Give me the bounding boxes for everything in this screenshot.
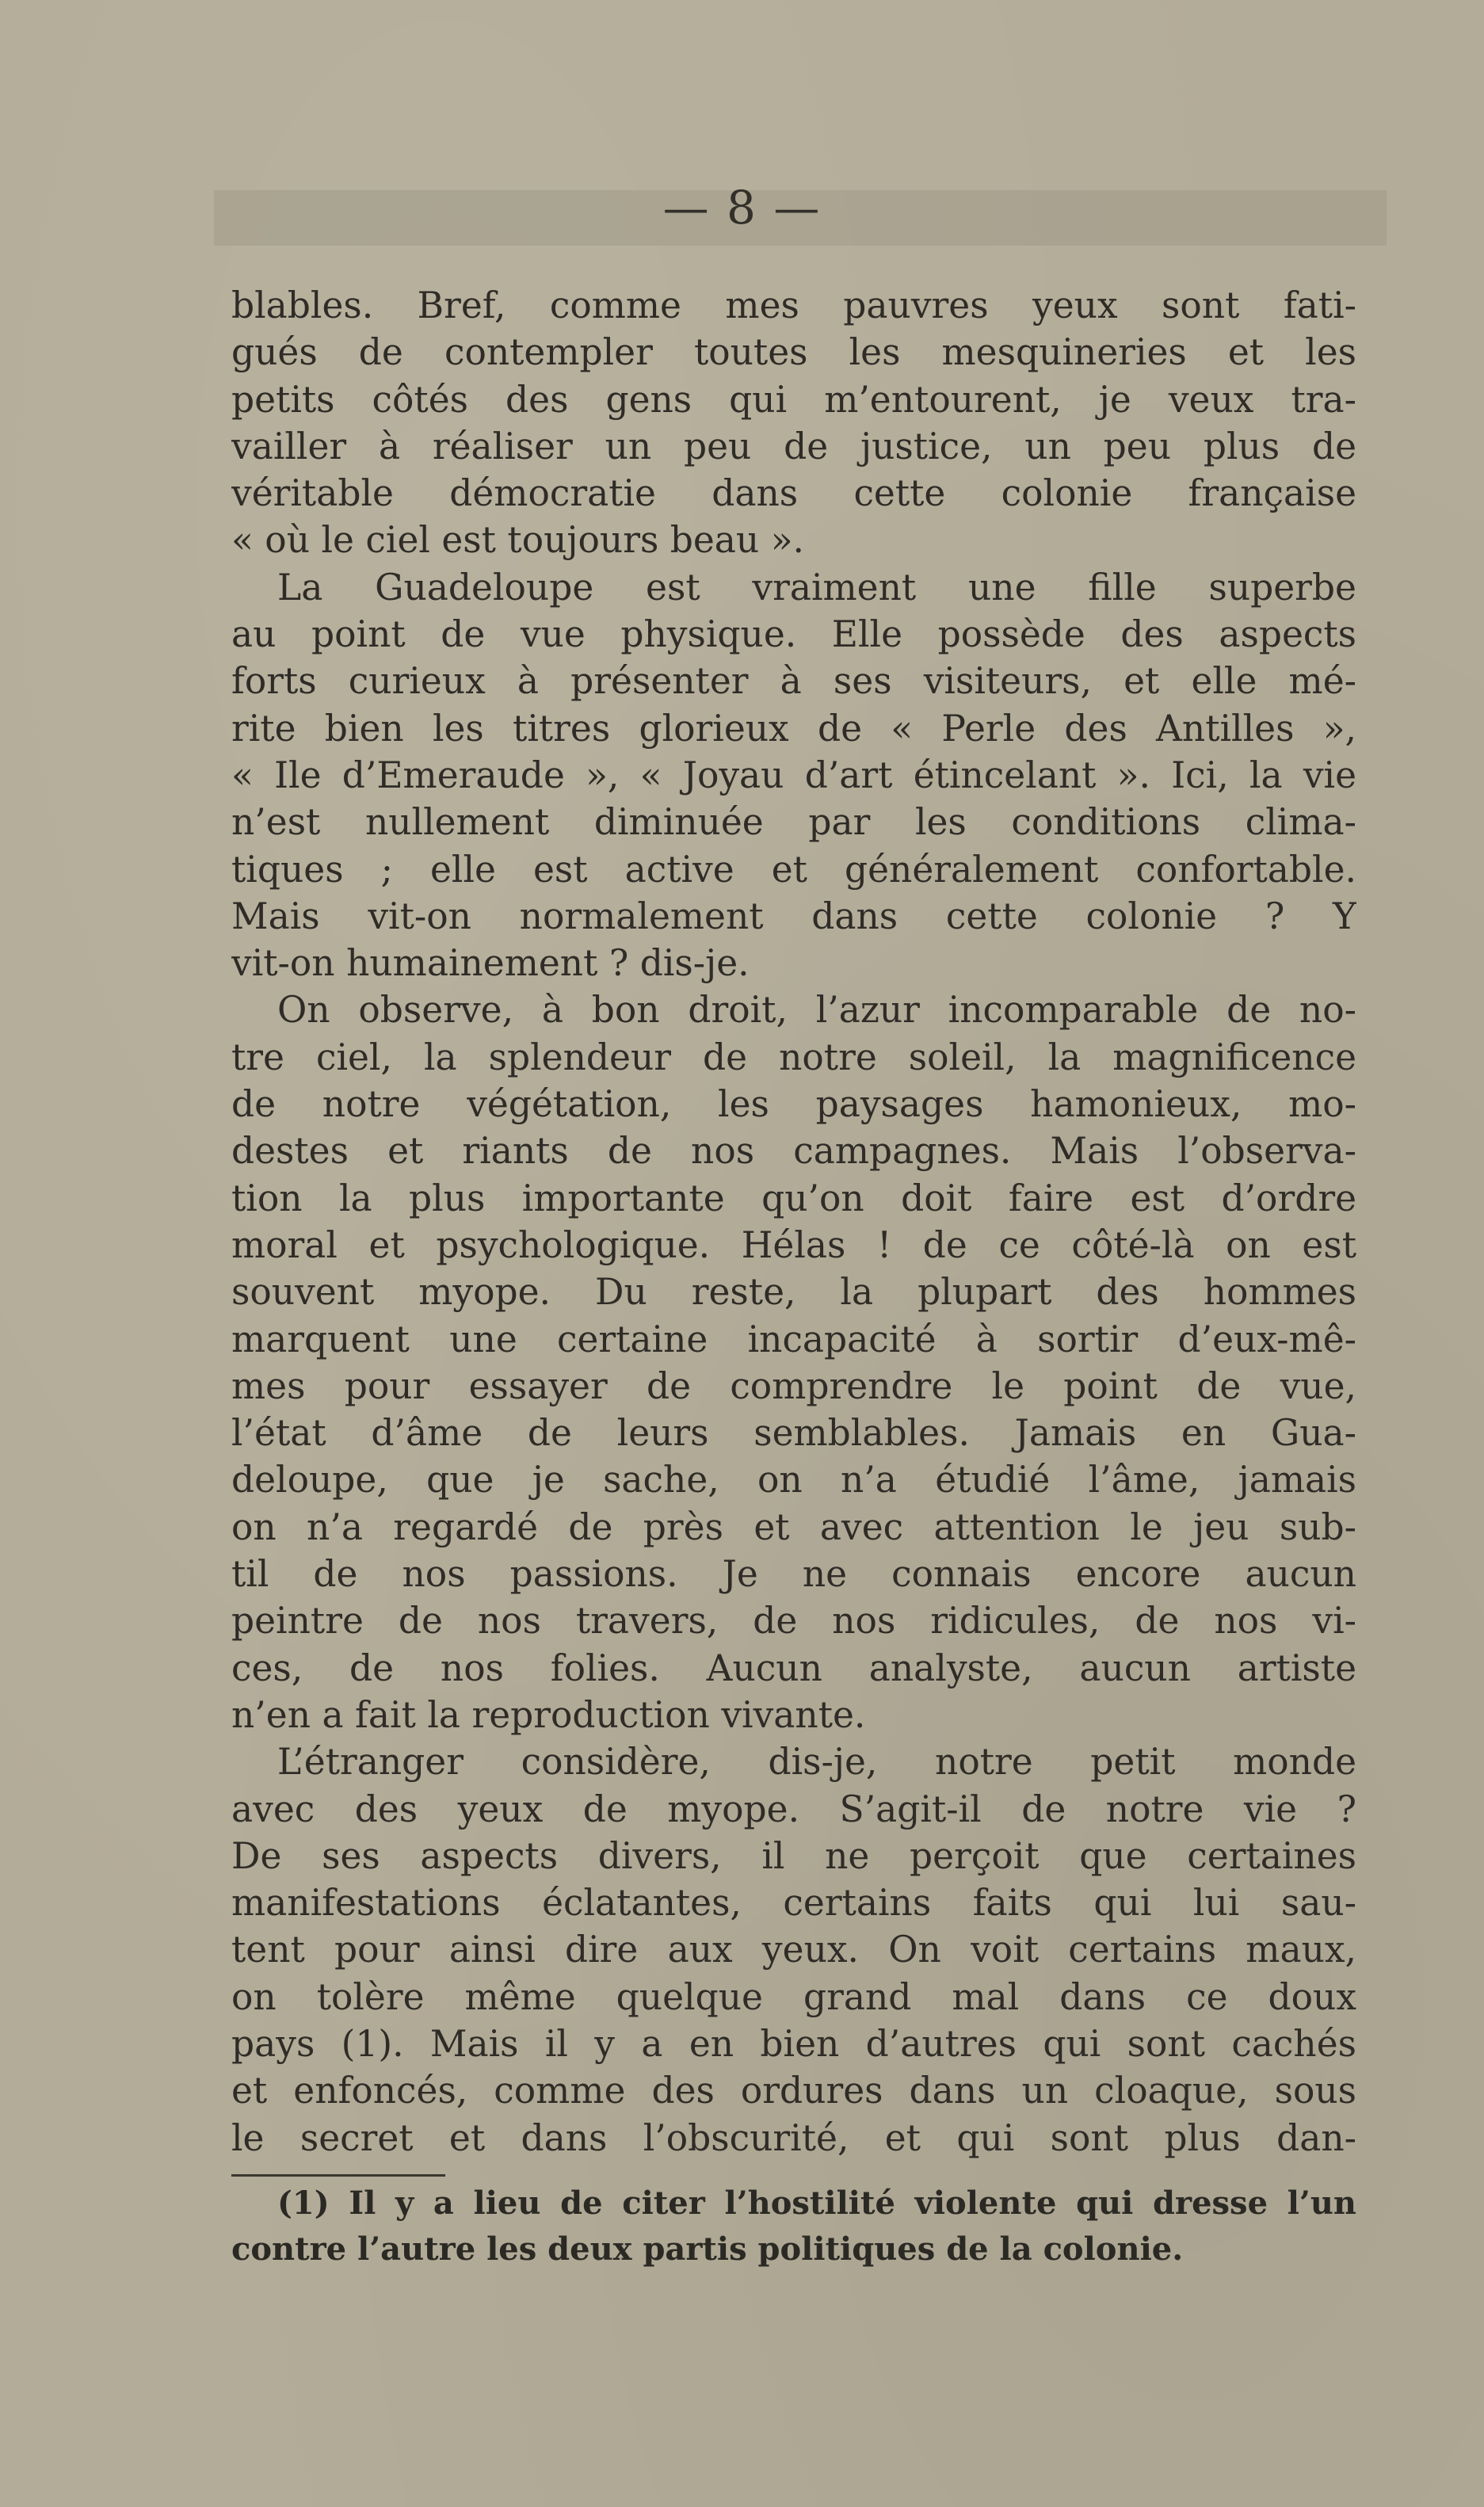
- text-line: petits côtés des gens qui m’entourent, je veux tra-: [231, 378, 1356, 421]
- text-line: deloupe, que je sache, on n’a étudié l’âme, jamais: [231, 1459, 1356, 1502]
- body-text: [231, 282, 1356, 2162]
- text-line: peintre de nos travers, de nos ridicules, de nos vi-: [231, 1600, 1356, 1643]
- text-line: n’est nullement diminuée par les conditions clima-: [231, 801, 1356, 844]
- text-line: til de nos passions. Je ne connais encore aucun: [231, 1553, 1356, 1596]
- text-line: gués de contempler toutes les mesquineries et les: [231, 331, 1356, 374]
- text-line: « Ile d’Emeraude », « Joyau d’art étincelant ». Ici, la vie: [231, 754, 1356, 796]
- text-line: au point de vue physique. Elle possède des aspects: [231, 613, 1356, 656]
- text-line: on tolère même quelque grand mal dans ce doux: [231, 1975, 1356, 2018]
- text-line: de notre végétation, les paysages hamonieux, mo-: [231, 1083, 1356, 1126]
- text-line: et enfoncés, comme des ordures dans un cloaque, sous: [231, 2070, 1356, 2112]
- text-line: n’en a fait la reproduction vivante.: [231, 1693, 866, 1736]
- text-line: moral et psychologique. Hélas ! de ce côté-là on est: [231, 1223, 1356, 1266]
- text-line: L’étranger considère, dis-je, notre petit monde: [277, 1741, 1356, 1784]
- text-line: le secret et dans l’obscurité, et qui sont plus dan-: [231, 2116, 1356, 2159]
- text-line: blables. Bref, comme mes pauvres yeux sont fati-: [231, 284, 1356, 326]
- text-line: ces, de nos folies. Aucun analyste, aucun artiste: [231, 1647, 1356, 1689]
- footnote-line: contre l’autre les deux partis politiques de la colonie.: [231, 2230, 1184, 2268]
- text-line: l’état d’âme de leurs semblables. Jamais en Gua-: [231, 1412, 1356, 1455]
- text-line: vailler à réaliser un peu de justice, un peu plus de: [231, 425, 1356, 467]
- text-line: « où le ciel est toujours beau ».: [231, 519, 805, 562]
- footnote: [231, 2181, 1356, 2272]
- text-line: tion la plus importante qu’on doit faire est d’ordre: [231, 1177, 1356, 1219]
- text-line: souvent myope. Du reste, la plupart des hommes: [231, 1271, 1356, 1314]
- text-line: On observe, à bon droit, l’azur incomparable de no-: [277, 989, 1356, 1032]
- page-number: — 8 —: [662, 181, 822, 235]
- text-line: forts curieux à présenter à ses visiteurs, et elle mé-: [231, 660, 1356, 703]
- text-line: pays (1). Mais il y a en bien d’autres qui sont cachés: [231, 2022, 1356, 2065]
- text-line: avec des yeux de myope. S’agit-il de notre vie ?: [231, 1788, 1356, 1830]
- text-line: mes pour essayer de comprendre le point de vue,: [231, 1364, 1356, 1407]
- text-line: destes et riants de nos campagnes. Mais l’observa-: [231, 1130, 1356, 1173]
- text-line: tent pour ainsi dire aux yeux. On voit certains maux,: [231, 1929, 1356, 1971]
- footnote-line: (1) Il y a lieu de citer l’hostilité violente qui dresse l’un: [277, 2185, 1356, 2222]
- text-line: De ses aspects divers, il ne perçoit que certaines: [231, 1834, 1356, 1877]
- text-line: La Guadeloupe est vraiment une fille superbe: [277, 566, 1356, 609]
- text-line: manifestations éclatantes, certains faits qui lui sau-: [231, 1882, 1356, 1925]
- text-line: véritable démocratie dans cette colonie française: [231, 472, 1356, 515]
- text-line: rite bien les titres glorieux de « Perle des Antilles »,: [231, 707, 1356, 750]
- text-line: tre ciel, la splendeur de notre soleil, la magnificence: [231, 1036, 1356, 1078]
- text-line: Mais vit-on normalement dans cette colonie ? Y: [231, 895, 1356, 937]
- footnote-rule: [231, 2174, 445, 2177]
- text-line: on n’a regardé de près et avec attention le jeu sub-: [231, 1505, 1356, 1548]
- text-line: marquent une certaine incapacité à sortir d’eux-mê-: [231, 1318, 1356, 1360]
- text-line: tiques ; elle est active et généralement confortable.: [231, 848, 1356, 891]
- text-line: vit-on humainement ? dis-je.: [231, 942, 750, 985]
